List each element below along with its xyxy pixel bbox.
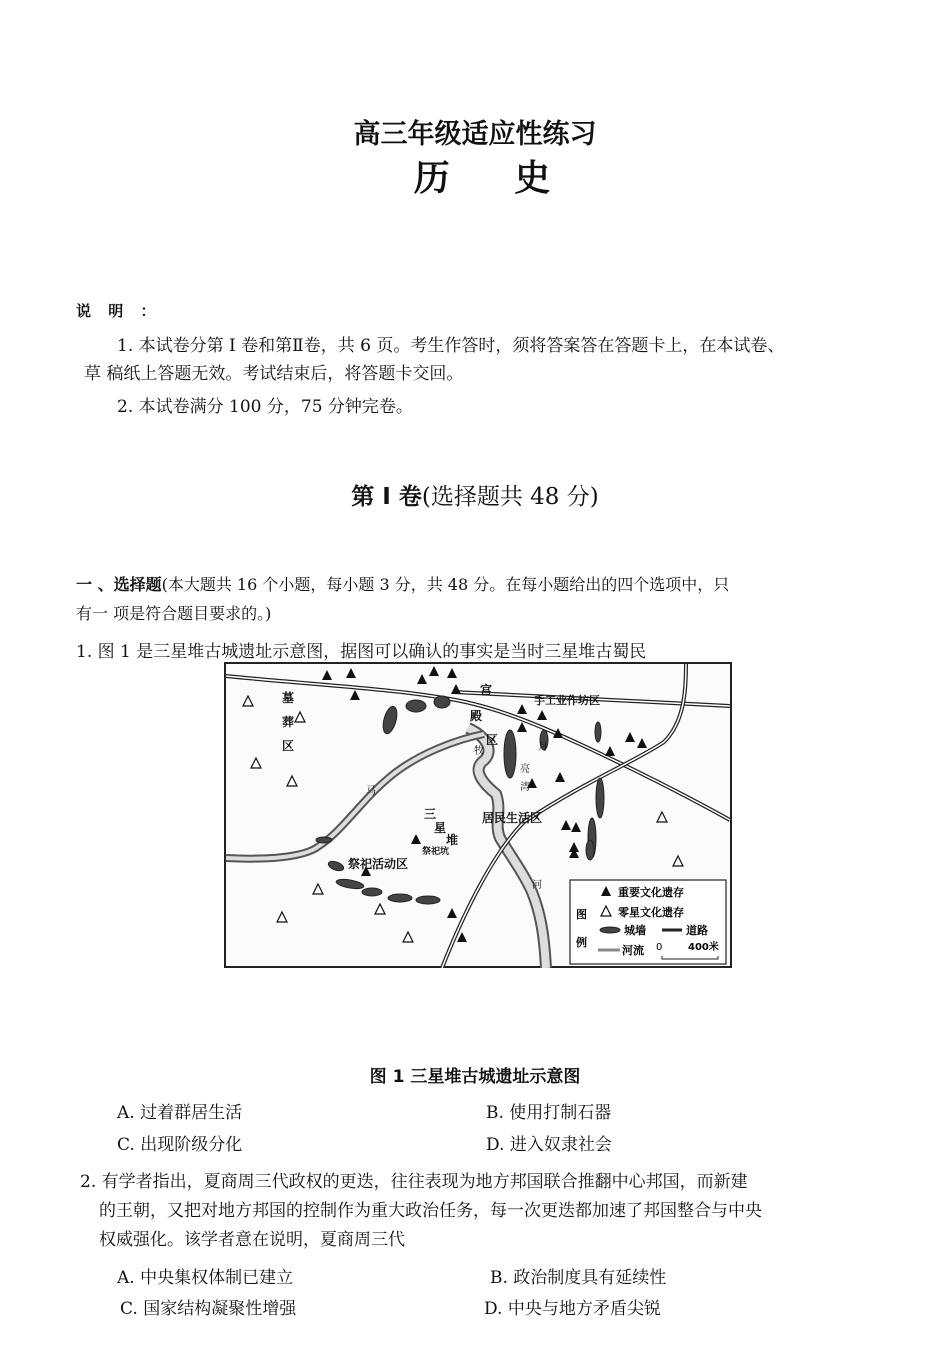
section-title-bold: 第 Ⅰ 卷 (351, 484, 422, 510)
label-palace-2: 殿 (470, 709, 483, 723)
q2-line-1: 2. 有学者指出，夏商周三代政权的更迭，往往表现为地方邦国联合推翻中心邦国，而新建 (80, 1172, 748, 1192)
part-heading (76, 570, 876, 628)
label-pit: 祭祀坑 (422, 847, 450, 857)
label-sanxing-3: 堆 (446, 833, 459, 847)
q2-line-2: 的王朝，又把对地方邦国的控制作为重大政治任务，每一次更迭都加速了邦国整合与中央 (99, 1201, 762, 1221)
part-label: 一 、选择题 (76, 575, 162, 594)
map-legend (570, 880, 726, 964)
subject-title: 历 史 (413, 158, 577, 199)
label-tomb-2: 葬 (282, 715, 295, 729)
label-sanxing-1: 三 (424, 807, 437, 821)
q1-option-b[interactable]: B. 使用打制石器 (486, 1103, 612, 1123)
part-desc-line-2: 有一 项是符合题目要求的。) (76, 604, 272, 623)
legend-road: 道路 (686, 924, 708, 937)
exam-title: 高三年级适应性练习 (353, 119, 597, 150)
instruction-2: 2. 本试卷满分 100 分，75 分钟完卷。 (117, 397, 413, 417)
legend-scale-zero: 0 (656, 942, 663, 953)
legend-important: 重要文化遗存 (618, 886, 684, 899)
q1-stem: 1. 图 1 是三星堆古城遗址示意图，据图可以确认的事实是当时三星堆古蜀民 (76, 642, 647, 662)
q1-option-c[interactable]: C. 出现阶级分化 (117, 1135, 243, 1155)
label-palace-3: 区 (486, 733, 499, 747)
label-residence: 居民生活区 (482, 811, 543, 825)
q2-option-c[interactable]: C. 国家结构凝聚性增强 (120, 1299, 297, 1319)
section-title-rest: (选择题共 48 分) (421, 484, 599, 510)
q2-option-b[interactable]: B. 政治制度具有延续性 (490, 1268, 667, 1288)
label-palace-1: 宫 (480, 683, 493, 697)
q1-option-a[interactable]: A. 过着群居生活 (117, 1103, 243, 1123)
label-tomb-1: 墓 (282, 691, 295, 705)
part-desc-line-1: (本大题共 16 个小题，每小题 3 分，共 48 分。在每小题给出的四个选项中，只 (161, 575, 730, 594)
label-river-mu: 牧 (474, 746, 484, 757)
figure-caption: 图 1 三星堆古城遗址示意图 (369, 1067, 581, 1087)
legend-wall: 城墙 (624, 924, 646, 937)
label-tomb-3: 区 (282, 739, 295, 753)
legend-title-1: 图 (576, 908, 587, 921)
legend-river: 河流 (622, 944, 644, 957)
label-workshop-text: 手工业作坊区 (534, 694, 600, 707)
legend-title-2: 例 (576, 936, 587, 949)
label-river-he: 河 (532, 880, 542, 891)
section-title (0, 478, 950, 511)
q2-option-a[interactable]: A. 中央集权体制已建立 (117, 1268, 294, 1288)
label-river-ma: 马 (366, 786, 376, 797)
sanxingdui-map (224, 662, 732, 968)
label-sanxing-2: 星 (434, 821, 447, 835)
legend-scattered: 零星文化遗存 (618, 906, 684, 919)
label-moon-1: 月 (538, 742, 548, 753)
label-moon-2: 亮 (520, 764, 530, 775)
label-moon-3: 湾 (520, 782, 530, 793)
q2-option-d[interactable]: D. 中央与地方矛盾尖锐 (484, 1299, 661, 1319)
legend-scale-max: 400米 (688, 942, 719, 953)
label-ritual: 祭祀活动区 (348, 857, 409, 871)
instruction-1-line-2: 草 稿纸上答题无效。考试结束后，将答题卡交回。 (84, 364, 464, 384)
q1-option-d[interactable]: D. 进入奴隶社会 (486, 1135, 612, 1155)
instruction-1-line-1: 1. 本试卷分第 Ⅰ 卷和第Ⅱ卷，共 6 页。考生作答时，须将答案答在答题卡上，在本试卷、 (117, 336, 785, 356)
q2-line-3: 权威强化。该学者意在说明，夏商周三代 (99, 1230, 405, 1250)
instructions-label: 说 明 ： (76, 302, 162, 320)
